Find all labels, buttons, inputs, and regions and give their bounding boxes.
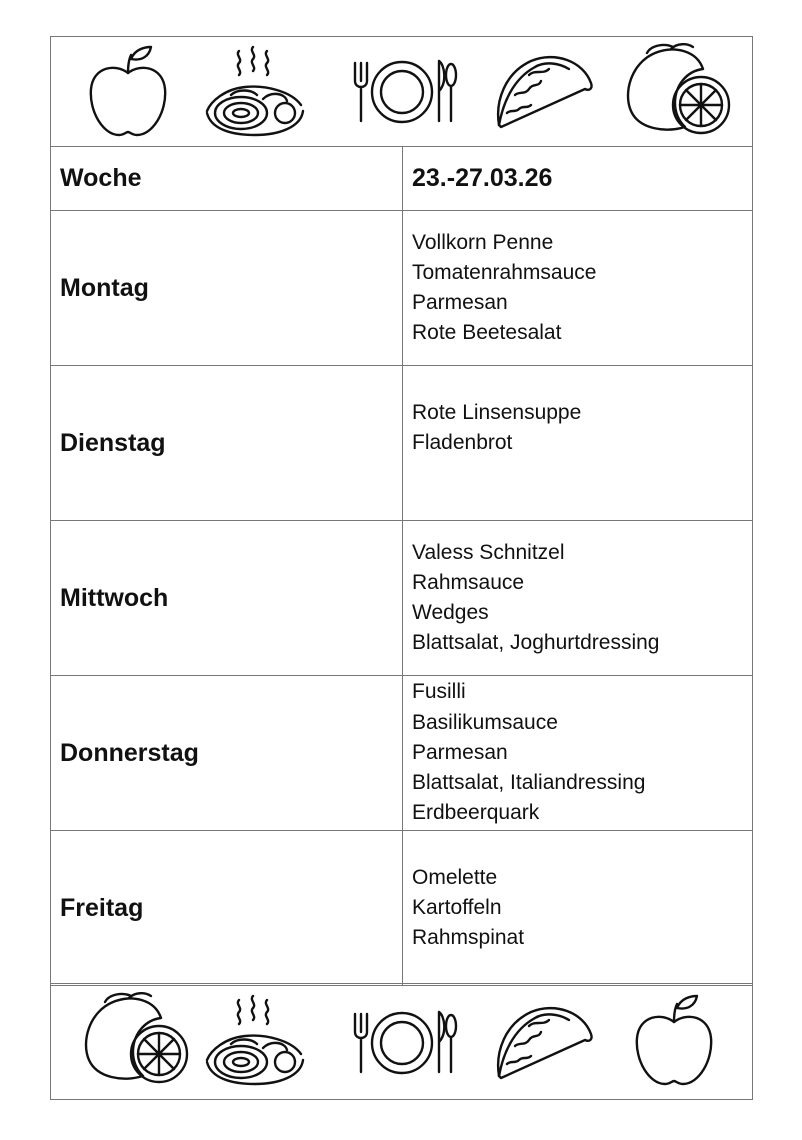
bottom-icon-band bbox=[51, 983, 752, 1099]
day-row-donnerstag bbox=[51, 676, 752, 831]
menu-item: Omelette bbox=[412, 865, 498, 889]
menu-item: Fladenbrot bbox=[412, 431, 513, 455]
menu-item: Rote Linsensuppe bbox=[412, 401, 582, 424]
menu-item: Vollkorn Penne bbox=[412, 230, 554, 254]
pasta-bowl-icon bbox=[201, 41, 309, 141]
week-range: 23.-27.03.26 bbox=[412, 164, 553, 192]
menu-item: Rahmsauce bbox=[412, 570, 525, 594]
day-name: Dienstag bbox=[51, 366, 403, 520]
menu-item: Fusilli bbox=[412, 680, 466, 704]
day-row-dienstag bbox=[51, 366, 752, 521]
top-icon-band bbox=[51, 37, 752, 147]
menu-item: Rote Beetesalat bbox=[412, 321, 562, 345]
day-name: Montag bbox=[51, 211, 403, 365]
apple-icon bbox=[631, 992, 717, 1088]
day-row-montag bbox=[51, 211, 752, 366]
menu-item: Parmesan bbox=[412, 740, 508, 764]
menu-item: Valess Schnitzel bbox=[412, 540, 565, 564]
menu-item: Erdbeerquark bbox=[412, 801, 540, 825]
menu-item: Blattsalat, Italiandressing bbox=[412, 771, 646, 795]
plate-cutlery-icon bbox=[347, 1008, 459, 1078]
weekly-menu-table bbox=[50, 36, 753, 1100]
day-menu bbox=[403, 211, 752, 365]
day-menu bbox=[403, 366, 752, 520]
menu-item: Wedges bbox=[412, 601, 489, 624]
menu-item: Blattsalat, Joghurtdressing bbox=[412, 631, 660, 655]
taco-icon bbox=[489, 47, 595, 131]
day-row-mittwoch bbox=[51, 521, 752, 676]
day-menu bbox=[403, 676, 752, 830]
menu-item: Kartoffeln bbox=[412, 895, 502, 919]
day-name: Mittwoch bbox=[51, 521, 403, 675]
menu-item: Rahmspinat bbox=[412, 926, 525, 950]
day-row-freitag bbox=[51, 831, 752, 986]
day-menu bbox=[403, 831, 752, 985]
week-row bbox=[51, 147, 752, 211]
day-name: Freitag bbox=[51, 831, 403, 985]
day-menu bbox=[403, 521, 752, 675]
day-name: Donnerstag bbox=[51, 676, 403, 830]
apple-icon bbox=[85, 43, 171, 139]
week-label: Woche bbox=[51, 147, 403, 210]
menu-item: Parmesan bbox=[412, 291, 508, 314]
menu-item: Tomatenrahmsauce bbox=[412, 260, 597, 284]
plate-cutlery-icon bbox=[347, 57, 459, 127]
menu-item: Basilikumsauce bbox=[412, 710, 558, 734]
taco-icon bbox=[489, 998, 595, 1082]
lemon-icon bbox=[621, 41, 733, 141]
pasta-bowl-icon bbox=[201, 990, 309, 1090]
lemon-icon bbox=[79, 990, 191, 1090]
